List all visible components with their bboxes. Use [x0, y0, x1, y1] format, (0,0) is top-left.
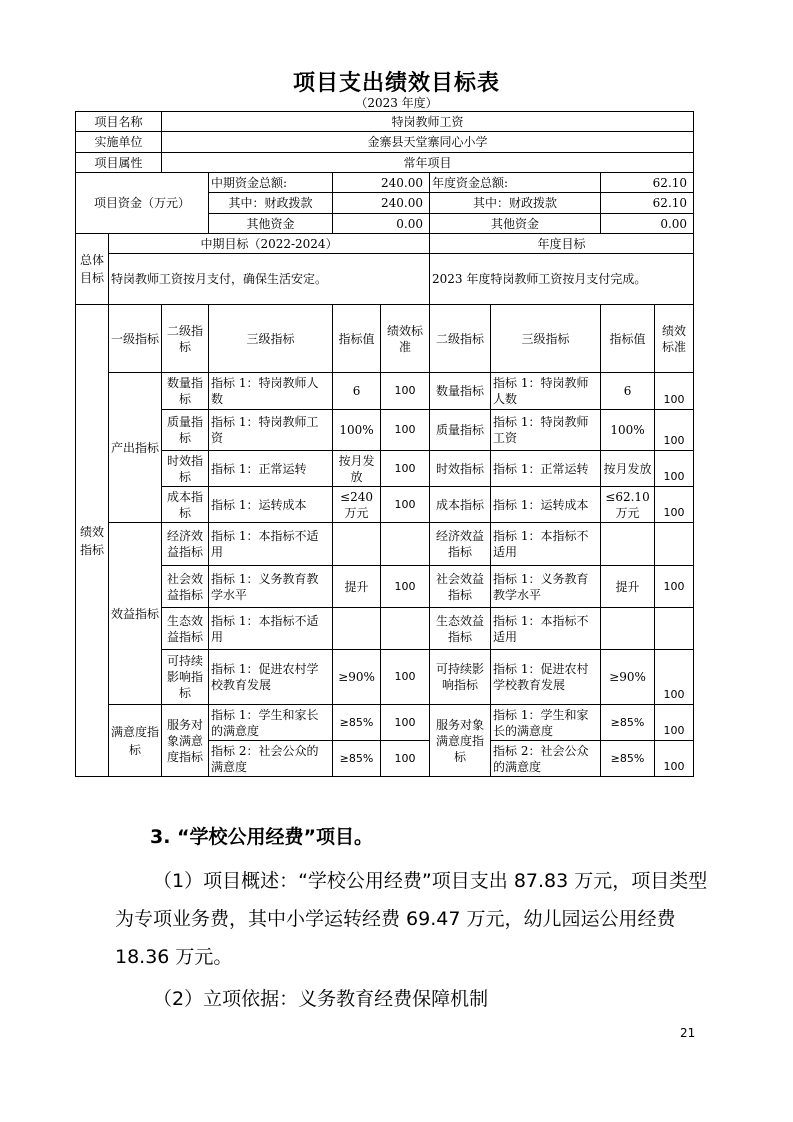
value-right-cell: 6	[601, 373, 655, 410]
standard-cell: 100	[381, 410, 430, 451]
l3-right-cell: 指标 1：特岗教师人数	[491, 373, 601, 410]
value-right-cell	[601, 523, 655, 566]
table-row	[76, 650, 694, 705]
l3-right-cell: 指标 2：社会公众的满意度	[491, 741, 601, 777]
value-right-cell: ≥85%	[601, 705, 655, 741]
l3-right-cell: 指标 1：本指标不适用	[491, 608, 601, 650]
standard-right-cell: 100	[655, 487, 694, 523]
l2-cell: 生态效益指标	[162, 608, 209, 650]
l2-right-cell: 时效指标	[430, 451, 491, 487]
perf-label: 绩效指标	[76, 305, 109, 777]
project-name-label: 项目名称	[76, 112, 162, 132]
standard-right-cell: 100	[655, 566, 694, 608]
l3-cell: 指标 1：正常运转	[209, 451, 333, 487]
standard-cell: 100	[381, 373, 430, 410]
table-row	[76, 487, 694, 523]
standard-right-cell: 100	[655, 650, 694, 705]
l2-cell: 经济效益指标	[162, 523, 209, 566]
l3-right-cell: 指标 1：促进农村学校教育发展	[491, 650, 601, 705]
l3-cell: 指标 1：学生和家长的满意度	[209, 705, 333, 741]
satisfaction-l2-right: 服务对象满意度指标	[430, 705, 491, 777]
l2-cell: 可持续影响指标	[162, 650, 209, 705]
l2-right-cell: 数量指标	[430, 373, 491, 410]
l2-cell: 社会效益指标	[162, 566, 209, 608]
l3-right-cell: 指标 1：学生和家长的满意度	[491, 705, 601, 741]
standard-right-cell: 100	[655, 451, 694, 487]
header-level2-right: 二级指标	[430, 305, 491, 373]
value-right-cell: ≥90%	[601, 650, 655, 705]
value-cell: 6	[333, 373, 381, 410]
value-cell: ≥90%	[333, 650, 381, 705]
page-number: 21	[680, 1026, 696, 1040]
group-benefit-label: 效益指标	[109, 523, 162, 705]
standard-right-cell	[655, 523, 694, 566]
standard-cell: 100	[381, 650, 430, 705]
table-row	[76, 523, 694, 566]
satisfaction-l2: 服务对象满意度指标	[162, 705, 209, 777]
group-output-label: 产出指标	[109, 373, 162, 523]
l3-cell: 指标 1：本指标不适用	[209, 523, 333, 566]
l3-cell: 指标 1：运转成本	[209, 487, 333, 523]
value-right-cell	[601, 608, 655, 650]
standard-cell: 100	[381, 451, 430, 487]
value-right-cell: ≤62.10万元	[601, 487, 655, 523]
attr-label: 项目属性	[76, 153, 162, 173]
header-standard: 绩效标准	[381, 305, 430, 373]
standard-right-cell	[655, 608, 694, 650]
table-row	[76, 410, 694, 451]
mid-fin-value: 240.00	[333, 193, 430, 214]
header-level3: 三级指标	[209, 305, 333, 373]
year-total-label: 年度资金总额:	[430, 173, 601, 193]
l3-cell: 指标 2：社会公众的满意度	[209, 741, 333, 777]
standard-cell: 100	[381, 741, 430, 777]
mid-other-value: 0.00	[333, 214, 430, 234]
mid-fin-label: 其中：财政拨款	[209, 193, 333, 214]
standard-right-cell: 100	[655, 373, 694, 410]
funds-label: 项目资金（万元）	[76, 173, 209, 234]
header-level1: 一级指标	[109, 305, 162, 373]
year-fin-value: 62.10	[601, 193, 694, 214]
mid-other-label: 其他资金	[209, 214, 333, 234]
mid-total-value: 240.00	[333, 173, 430, 193]
l3-right-cell: 指标 1：运转成本	[491, 487, 601, 523]
year-other-value: 0.00	[601, 214, 694, 234]
group-satisfaction-label: 满意度指标	[109, 705, 162, 777]
standard-cell: 100	[381, 487, 430, 523]
performance-table	[75, 111, 694, 777]
l2-right-cell: 经济效益指标	[430, 523, 491, 566]
value-right-cell: 100%	[601, 410, 655, 451]
l3-right-cell: 指标 1：正常运转	[491, 451, 601, 487]
l2-cell: 数量指标	[162, 373, 209, 410]
l3-right-cell: 指标 1：特岗教师工资	[491, 410, 601, 451]
header-level2: 二级指标	[162, 305, 209, 373]
value-right-cell: 提升	[601, 566, 655, 608]
unit-value: 金寨县天堂寨同心小学	[162, 132, 694, 153]
project-name-value: 特岗教师工资	[162, 112, 694, 132]
table-row	[76, 608, 694, 650]
value-right-cell: 按月发放	[601, 451, 655, 487]
section-heading: 3. “学校公用经费”项目。	[150, 826, 374, 848]
l2-cell: 质量指标	[162, 410, 209, 451]
value-cell: 按月发放	[333, 451, 381, 487]
value-cell: ≤240万元	[333, 487, 381, 523]
value-cell: 提升	[333, 566, 381, 608]
standard-cell	[381, 523, 430, 566]
standard-right-cell: 100	[655, 741, 694, 777]
year-goal-text: 2023 年度特岗教师工资按月支付完成。	[430, 254, 694, 305]
standard-cell: 100	[381, 705, 430, 741]
l3-cell: 指标 1：促进农村学校教育发展	[209, 650, 333, 705]
year-goal-header: 年度目标	[430, 234, 694, 254]
standard-right-cell: 100	[655, 410, 694, 451]
l2-right-cell: 社会效益指标	[430, 566, 491, 608]
header-value: 指标值	[333, 305, 381, 373]
overall-label: 总体目标	[76, 234, 109, 305]
standard-cell: 100	[381, 566, 430, 608]
l3-cell: 指标 1：特岗教师人数	[209, 373, 333, 410]
section-paragraph-1: （1）项目概述：“学校公用经费”项目支出 87.83 万元，项目类型为专项业务费，其中小学运转经费 69.47 万元，幼儿园运公用经费 18.36 万元。	[115, 870, 708, 968]
header-standard-right: 绩效标准	[655, 305, 694, 373]
l2-cell: 成本指标	[162, 487, 209, 523]
l3-right-cell: 指标 1：本指标不适用	[491, 523, 601, 566]
mid-goal-header: 中期目标（2022-2024）	[109, 234, 430, 254]
table-title: 项目支出绩效目标表	[292, 70, 500, 96]
l3-right-cell: 指标 1：义务教育教学水平	[491, 566, 601, 608]
table-row	[76, 705, 694, 741]
year-other-label: 其他资金	[430, 214, 601, 234]
year-fin-label: 其中：财政拨款	[430, 193, 601, 214]
standard-cell	[381, 608, 430, 650]
unit-label: 实施单位	[76, 132, 162, 153]
l2-right-cell: 成本指标	[430, 487, 491, 523]
table-row	[76, 566, 694, 608]
table-subtitle: （2023 年度）	[355, 96, 438, 110]
standard-right-cell: 100	[655, 705, 694, 741]
value-cell	[333, 608, 381, 650]
l3-cell: 指标 1：特岗教师工资	[209, 410, 333, 451]
header-value-right: 指标值	[601, 305, 655, 373]
table-row	[76, 451, 694, 487]
section-paragraph-2: （2）立项依据：义务教育经费保障机制	[153, 988, 489, 1010]
l3-cell: 指标 1：本指标不适用	[209, 608, 333, 650]
l2-right-cell: 生态效益指标	[430, 608, 491, 650]
year-total-value: 62.10	[601, 173, 694, 193]
value-cell	[333, 523, 381, 566]
value-cell: 100%	[333, 410, 381, 451]
header-level3-right: 三级指标	[491, 305, 601, 373]
l2-right-cell: 质量指标	[430, 410, 491, 451]
attr-value: 常年项目	[162, 153, 694, 173]
mid-goal-text: 特岗教师工资按月支付，确保生活安定。	[109, 254, 430, 305]
value-cell: ≥85%	[333, 741, 381, 777]
l3-cell: 指标 1：义务教育教学水平	[209, 566, 333, 608]
mid-total-label: 中期资金总额:	[209, 173, 333, 193]
l2-right-cell: 可持续影响指标	[430, 650, 491, 705]
table-row	[76, 373, 694, 410]
value-cell: ≥85%	[333, 705, 381, 741]
l2-cell: 时效指标	[162, 451, 209, 487]
value-right-cell: ≥85%	[601, 741, 655, 777]
